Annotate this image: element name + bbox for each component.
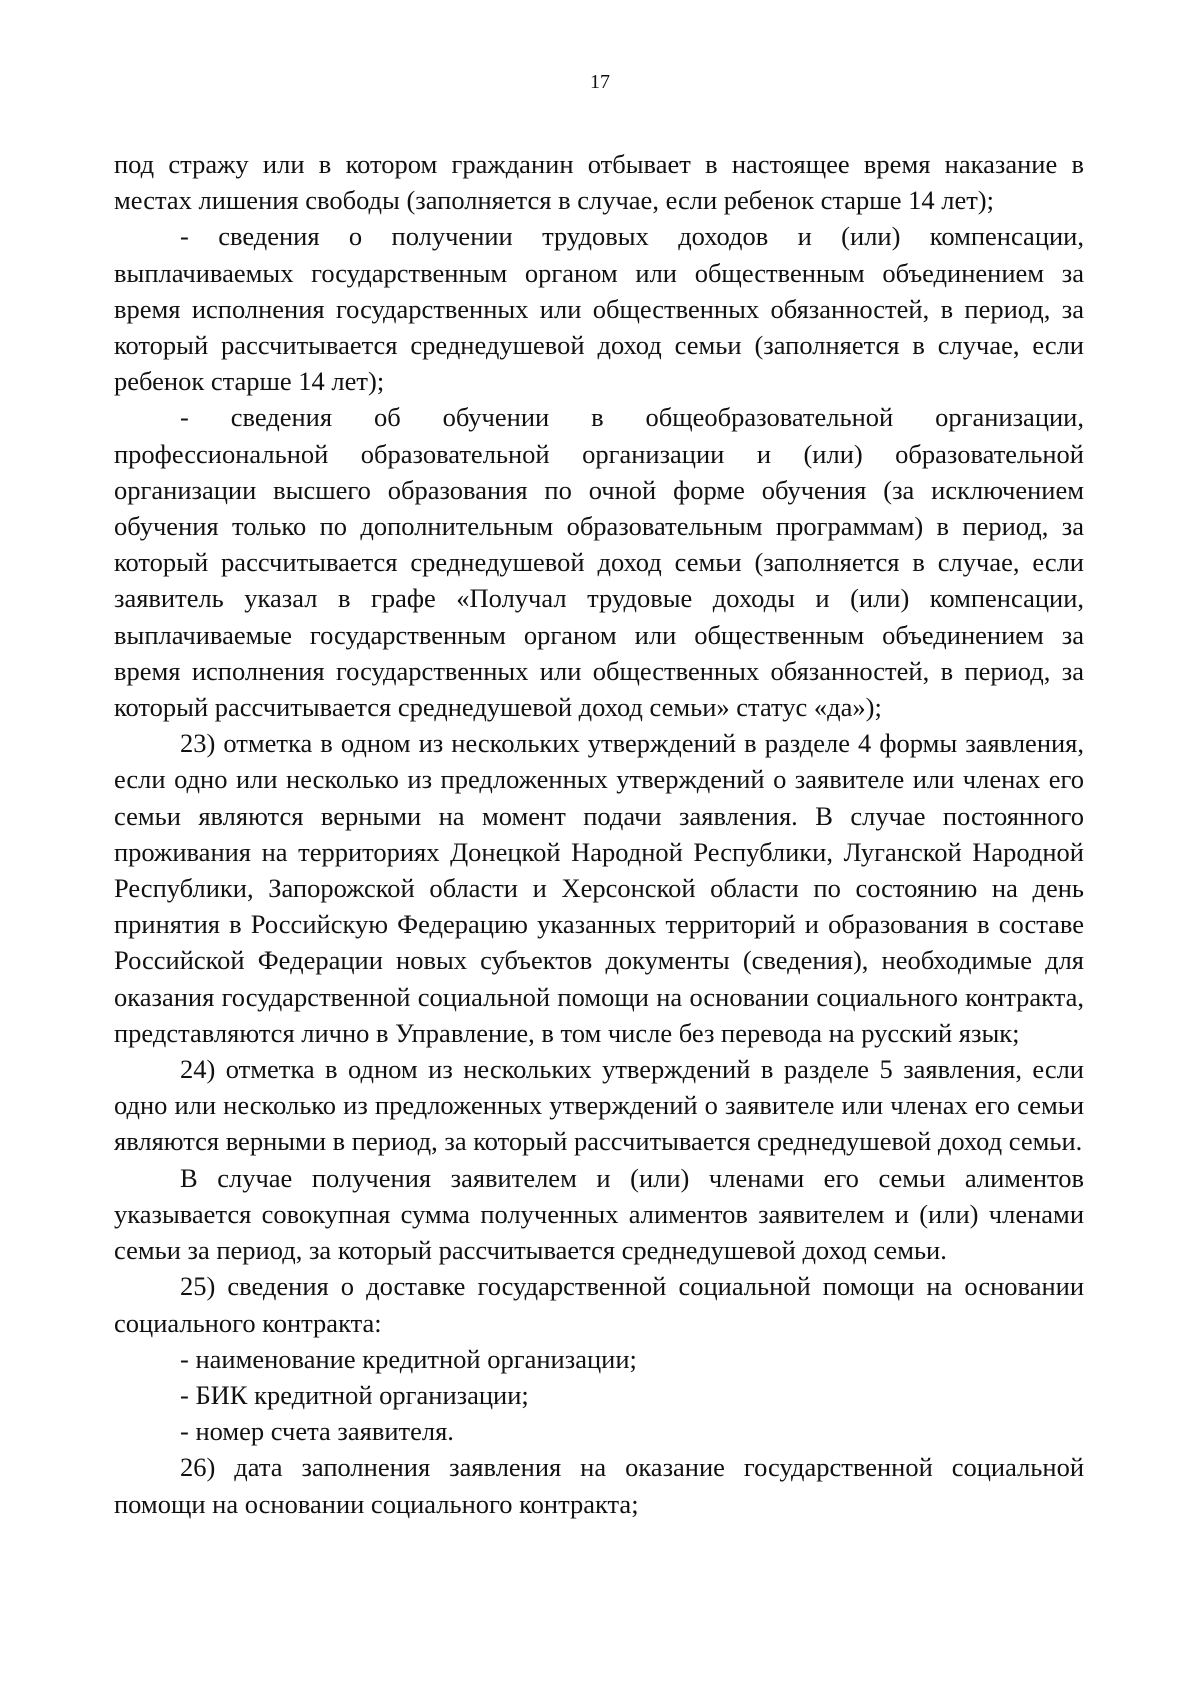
- list-item-account-number: - номер счета заявителя.: [180, 1416, 454, 1447]
- paragraph-item-24: 24) отметка в одном из нескольких утверждений в разделе 5 заявления, если одно или несколько из предложенных утверждений о заявителе или членах его семьи являются верными в период, за который рассчитывается среднедушевой доход семьи.: [114, 1054, 1084, 1157]
- list-item-labor-income: - сведения о получении трудовых доходов и (или) компенсации, выплачиваемых государственным органом или общественным объединением за время исполнения государственных или общественных обязанностей, в период, за который рассчитывается среднедушевой доход семьи (заполняется в случае, если ребенок старше 14 лет);: [114, 221, 1084, 397]
- document-body: [114, 146, 1084, 1522]
- page-number: 17: [590, 71, 610, 93]
- paragraph-item-23: 23) отметка в одном из нескольких утверждений в разделе 4 формы заявления, если одно или несколько из предложенных утверждений о заявителе или членах его семьи являются верными на момент подачи заявления. В случае постоянного проживания на территориях Донецкой Народной Республики, Луганской Народной Республики, Запорожской области и Херсонской области по состоянию на день принятия в Российскую Федерацию указанных территорий и образования в составе Российской Федерации новых субъектов документы (сведения), необходимые для оказания государственной социальной помощи на основании социального контракта, представляются лично в Управление, в том числе без перевода на русский язык;: [114, 728, 1084, 1048]
- paragraph-item-25: 25) сведения о доставке государственной социальной помощи на основании социального контракта:: [114, 1271, 1084, 1338]
- paragraph-continuation: под стражу или в котором гражданин отбывает в настоящее время наказание в местах лишения свободы (заполняется в случае, если ребенок старше 14 лет);: [114, 149, 1084, 216]
- paragraph-alimony: В случае получения заявителем и (или) членами его семьи алиментов указывается совокупная сумма полученных алиментов заявителем и (или) членами семьи за период, за который рассчитывается среднедушевой доход семьи.: [114, 1162, 1084, 1266]
- list-item-bank-bik: - БИК кредитной организации;: [180, 1379, 529, 1410]
- paragraph-item-26: 26) дата заполнения заявления на оказание государственной социальной помощи на основании социального контракта;: [114, 1452, 1084, 1519]
- list-item-education: - сведения об обучении в общеобразовательной организации, профессиональной образовательной организации и (или) образовательной организации высшего образования по очной форме обучения (за исключением обучения только по дополнительным образовательным программам) в период, за который рассчитывается среднедушевой доход семьи (заполняется в случае, если заявитель указал в графе «Получал трудовые доходы и (или) компенсации, выплачиваемые государственным органом или общественным объединением за время исполнения государственных или общественных обязанностей, в период, за который рассчитывается среднедушевой доход семьи» статус «да»);: [114, 402, 1084, 723]
- list-item-bank-name: - наименование кредитной организации;: [180, 1343, 637, 1374]
